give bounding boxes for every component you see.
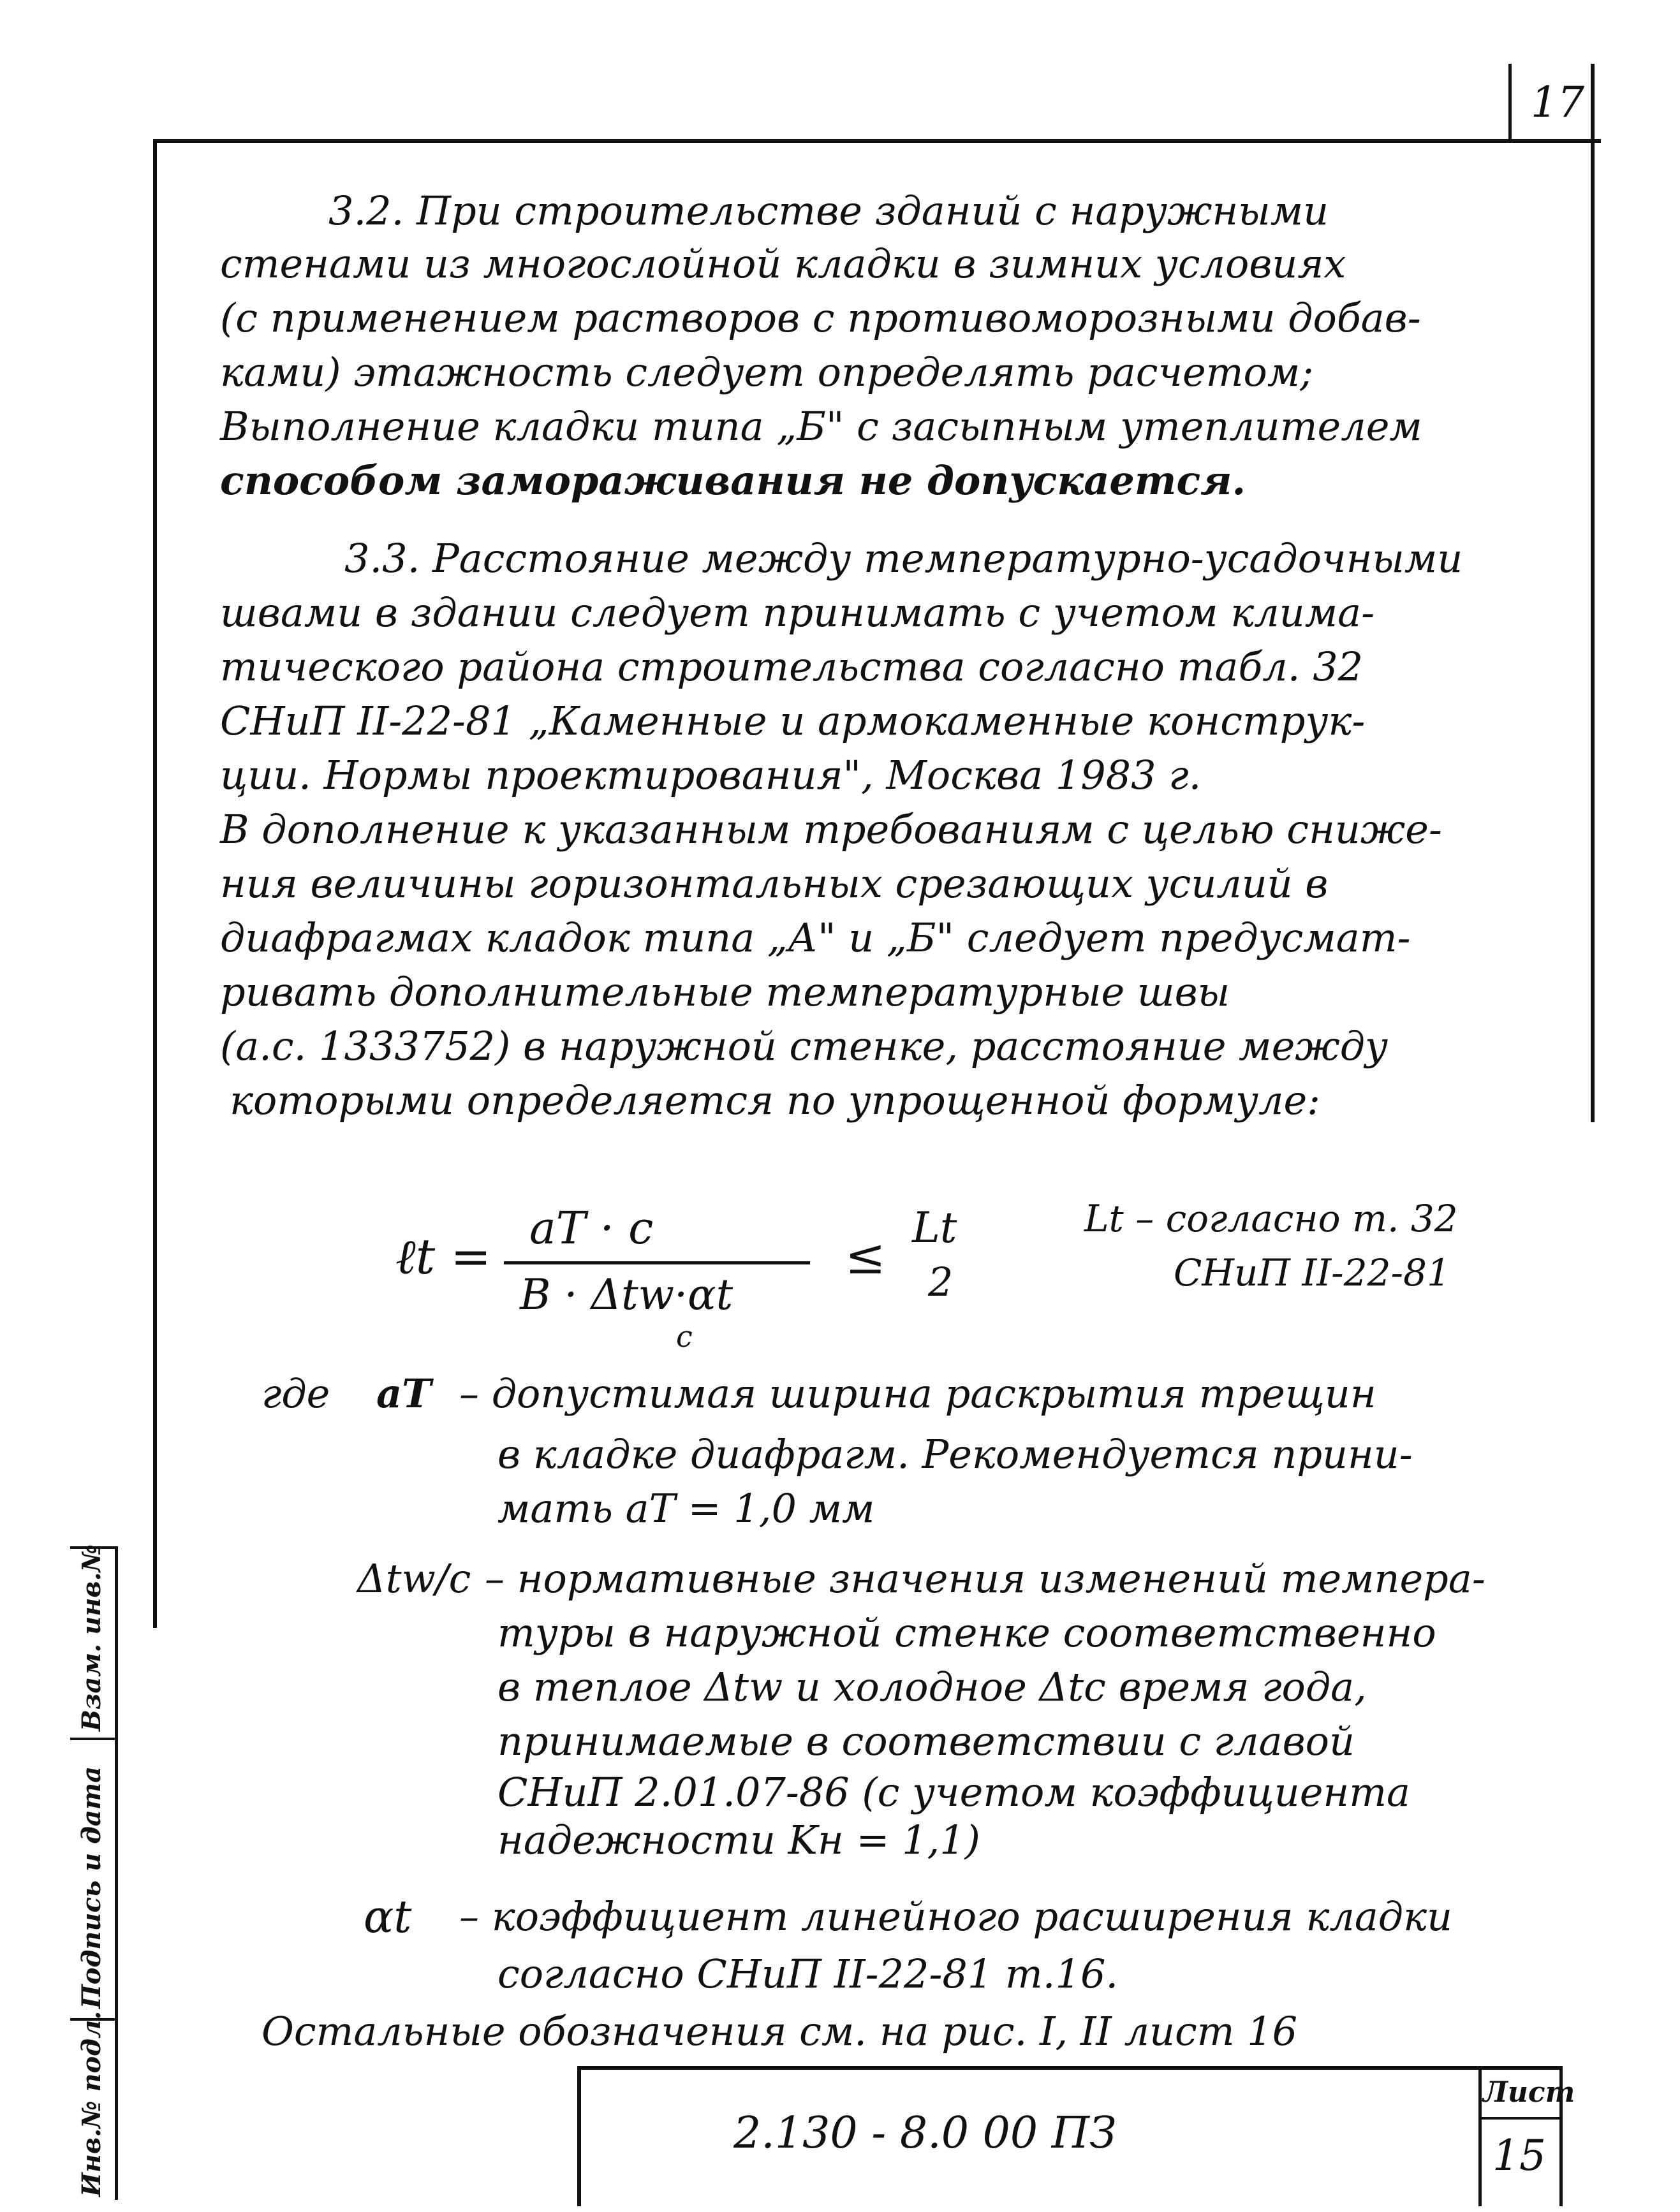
closing-note: Остальные обозначения см. на рис. І, ІІ лист 16 [262, 2008, 1298, 2055]
section-3-3-line-8: диафрагмах кладок типа „А" и „Б" следует предусмат- [220, 914, 1411, 961]
def-dt-line-6: надежности Kн = 1,1) [497, 1817, 980, 1863]
def-alpha-line-2: согласно СНиП ІІ-22-81 т.16. [497, 1951, 1119, 1997]
section-3-2-line-5: Выполнение кладки типа „Б" с засыпным утеплителем [220, 403, 1422, 450]
section-3-2-line-4: ками) этажность следует определять расчетом; [220, 349, 1314, 395]
formula-note-line-2: СНиП ІІ-22-81 [1174, 1251, 1450, 1294]
def-dt-line-5: СНиП 2.01.07-86 (с учетом коэффициента [497, 1769, 1411, 1815]
def-dt-line-2: туры в наружной стенке соответственно [497, 1609, 1436, 1656]
frame-right-line [1591, 64, 1595, 1122]
def-dt-line-4: принимаемые в соответствии с главой [497, 1718, 1355, 1764]
section-3-3-line-6: В дополнение к указанным требованиям с целью сниже- [220, 806, 1442, 853]
def-dt-line-3: в теплое Δtw и холодное Δtc время года, [497, 1664, 1367, 1710]
def-dt-line-1: – нормативные значения изменений темпера- [485, 1555, 1485, 1602]
section-3-3-line-7: ния величины горизонтальных срезающих усилий в [220, 860, 1329, 907]
title-block-left-line [577, 2066, 581, 2206]
formula-fraction-bar [504, 1261, 810, 1264]
top-page-number: 17 [1531, 78, 1584, 127]
formula-relation: ≤ [845, 1228, 886, 1285]
section-3-2-line-6: способом замораживания не допускается. [220, 457, 1246, 504]
formula-numerator: aT · c [529, 1202, 654, 1254]
sheet-number: 15 [1492, 2131, 1546, 2180]
title-block-top-line [577, 2066, 1563, 2070]
side-label-inv-podl: Инв.№ подл. [77, 2011, 107, 2197]
frame-top-line [153, 139, 1601, 143]
frame-left-line [153, 139, 157, 1628]
section-3-2-line-3: (с применением растворов с противоморозными добав- [220, 295, 1421, 341]
section-3-3-line-5: ции. Нормы проектирования", Москва 1983 г. [220, 752, 1202, 798]
doc-code: 2.130 - 8.0 00 ПЗ [733, 2108, 1117, 2158]
formula-note-line-1: Lt – согласно т. 32 [1084, 1197, 1458, 1240]
side-stamp-right-line [115, 1546, 118, 2200]
section-3-2-line-1: 3.2. При строительстве зданий с наружными [328, 187, 1329, 234]
symbol-delta-t: Δtw/c [357, 1555, 471, 1602]
section-3-3-line-1: 3.3. Расстояние между температурно-усадочными [344, 535, 1463, 582]
section-3-3-line-4: СНиП ІІ-22-81 „Каменные и армокаменные конструк- [220, 698, 1366, 744]
formula-rhs-numerator: Lt [912, 1203, 957, 1252]
sheet-label: Лист [1483, 2076, 1575, 2109]
page-number-box-left-line [1508, 64, 1512, 140]
def-a-line-1: – допустимая ширина раскрытия трещин [459, 1370, 1376, 1417]
symbol-a-t: aT [376, 1370, 432, 1417]
symbol-alpha-t: αt [364, 1891, 412, 1943]
formula-denominator: B · Δtw·αt [520, 1270, 733, 1319]
side-stamp-divider-2 [70, 1738, 118, 1740]
section-3-3-line-11: которыми определяется по упрощенной формуле: [230, 1077, 1321, 1124]
sheet-cell-left-line [1478, 2066, 1482, 2206]
section-3-3-line-2: швами в здании следует принимать с учетом клима- [220, 589, 1375, 636]
side-label-podpis: Подпись и дата [77, 1766, 107, 2009]
section-3-2-line-2: стенами из многослойной кладки в зимних условиях [220, 240, 1346, 287]
section-3-3-line-10: (а.с. 1333752) в наружной стенке, расстояние между [220, 1023, 1388, 1069]
def-a-line-3: мать aT = 1,0 мм [497, 1485, 875, 1532]
def-alpha-line-1: – коэффициент линейного расширения кладки [459, 1893, 1453, 1940]
sheet-cell-divider [1478, 2117, 1561, 2120]
where-label: где [262, 1370, 330, 1417]
side-label-vzam: Взам. инв.№ [77, 1544, 107, 1731]
formula-denominator-sub: c [676, 1319, 693, 1354]
formula-lhs: ℓt = [395, 1228, 492, 1285]
def-a-line-2: в кладке диафрагм. Рекомендуется прини- [497, 1431, 1413, 1477]
formula-rhs-denominator: 2 [928, 1259, 954, 1305]
section-3-3-line-9: ривать дополнительные температурные швы [220, 969, 1230, 1015]
section-3-3-line-3: тического района строительства согласно табл. 32 [220, 643, 1364, 690]
